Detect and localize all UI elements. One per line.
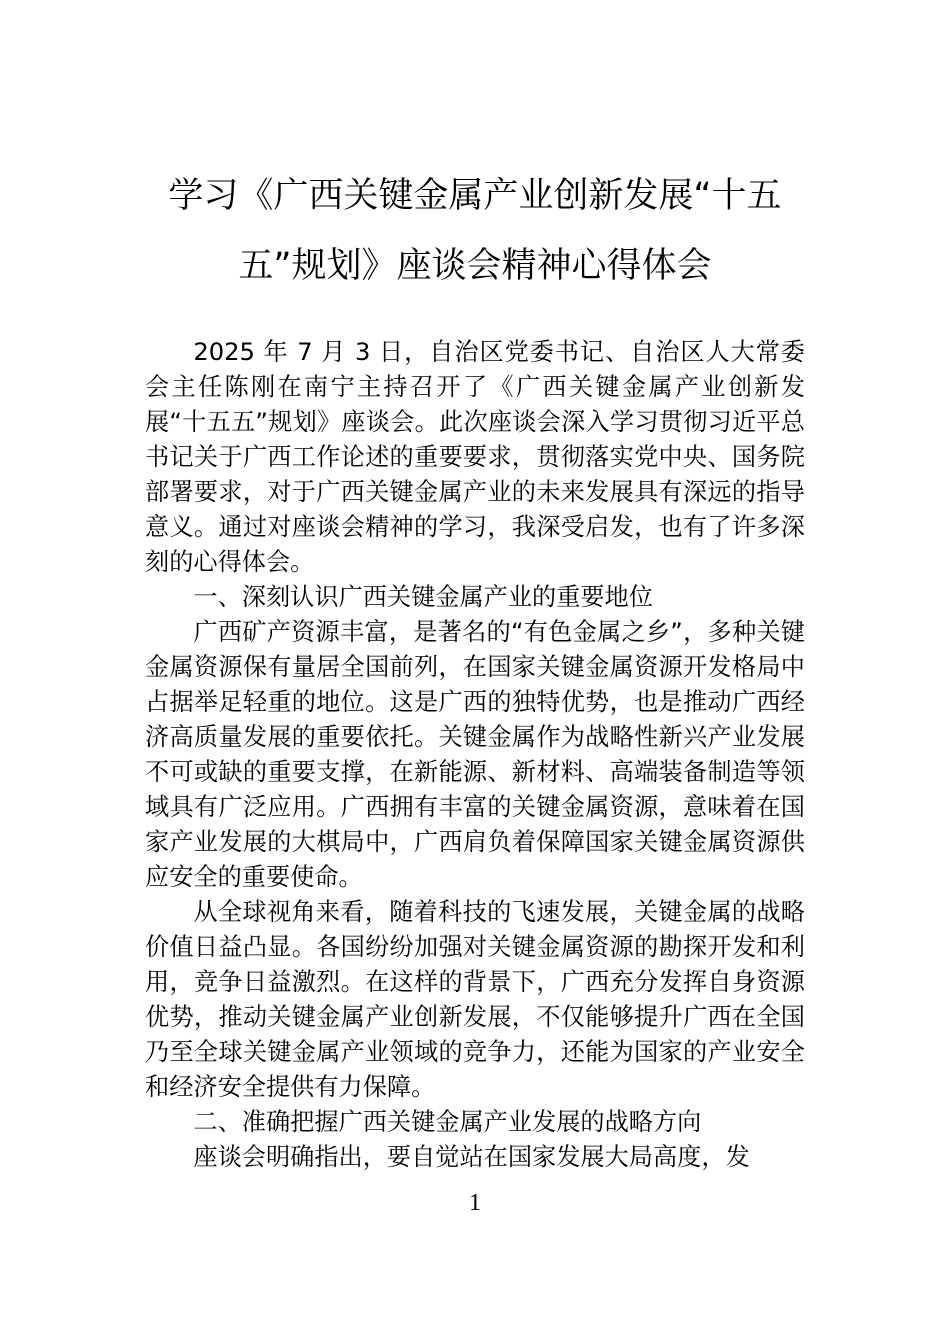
page-number: 1 bbox=[469, 1190, 481, 1216]
document-title-line-2: 五”规划》座谈会精神心得体会 bbox=[238, 246, 712, 286]
paragraph: 广西矿产资源丰富，是著名的“有色金属之乡”，多种关键金属资源保有量居全国前列，在国家关键金属资源开发格局中占据举足轻重的地位。这是广西的独特优势，也是推动广西经济高质量发展的重要依托。关键金属作为战略性新兴产业发展不可或缺的重要支撑，在新能源、新材料、高端装备制造等领域具有广泛应用。广西拥有丰富的关键金属资源，意味着在国家产业发展的大棋局中，广西肩负着保障国家关键金属资源供应安全的重要使命。 bbox=[145, 618, 805, 891]
paragraph: 从全球视角来看，随着科技的飞速发展，关键金属的战略价值日益凸显。各国纷纷加强对关键金属资源的勘探开发和利用，竞争日益激烈。在这样的背景下，广西充分发挥自身资源优势，推动关键金属产业创新发展，不仅能够提升广西在全国乃至全球关键金属产业领域的竞争力，还能为国家的产业安全和经济安全提供有力保障。 bbox=[145, 898, 805, 1101]
paragraph-intro: 2025 年 7 月 3 日，自治区党委书记、自治区人大常委会主任陈刚在南宁主持召开了《广西关键金属产业创新发展“十五五”规划》座谈会。此次座谈会深入学习贯彻习近平总书记关于广西工作论述的重要要求，贯彻落实党中央、国务院部署要求，对于广西关键金属产业的未来发展具有深远的指导意义。通过对座谈会精神的学习，我深受启发，也有了许多深刻的心得体会。 bbox=[145, 338, 805, 576]
paragraph: 座谈会明确指出，要自觉站在国家发展大局高度，发 bbox=[193, 1143, 750, 1171]
document-body bbox=[145, 335, 805, 1175]
document-title-line-1: 学习《广西关键金属产业创新发展“十五 bbox=[168, 176, 782, 216]
section-heading-1: 一、深刻认识广西关键金属产业的重要地位 bbox=[193, 583, 653, 611]
section-heading-2: 二、准确把握广西关键金属产业发展的战略方向 bbox=[193, 1108, 702, 1136]
